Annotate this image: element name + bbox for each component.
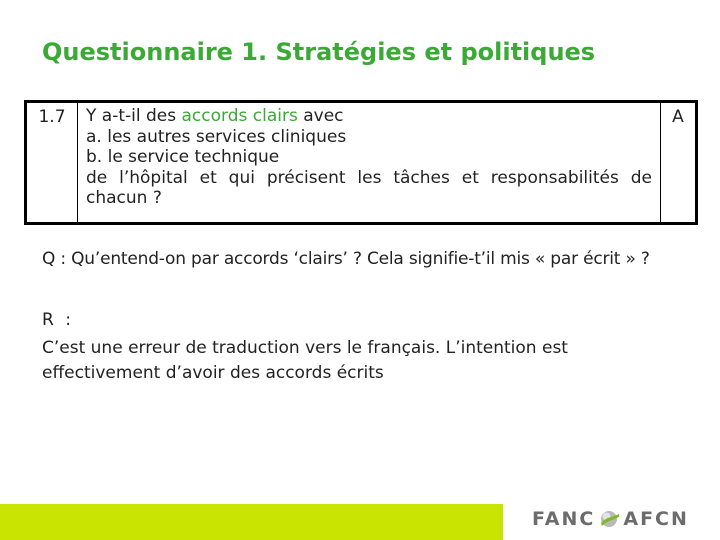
fanc-afcn-logo: [532, 506, 689, 532]
question-text: [78, 102, 661, 224]
answer-cell: A: [661, 102, 697, 224]
logo-mark-icon: [598, 508, 620, 530]
logo-text-right: AFCN: [623, 508, 689, 530]
question-intro-before: Y a-t-il des: [86, 106, 182, 126]
question-number: 1.7: [26, 102, 78, 224]
r-text: [42, 336, 568, 386]
r-label: R :: [42, 310, 74, 330]
question-intro: [86, 106, 652, 127]
question-item-a: a. les autres services cliniques: [86, 126, 347, 147]
question-line-4: de l’hôpital et qui précisent les tâches et responsabilités de: [86, 167, 652, 188]
question-item-b: b. le service technique: [86, 147, 280, 167]
q-text: Q : Qu’entend-on par accords ‘clairs’ ? Cela signifie-t’il mis « par écrit » ?: [42, 249, 650, 269]
question-table: [24, 100, 698, 225]
footer-accent-bar: [0, 504, 503, 540]
highlighted-term: accords clairs: [181, 106, 298, 126]
question-intro-after: avec: [297, 106, 344, 126]
question-line-5: chacun ?: [86, 188, 162, 208]
table-row: [26, 102, 697, 224]
logo-text-left: FANC: [532, 508, 596, 530]
r-line-1: C’est une erreur de traduction vers le français. L’intention est: [42, 338, 568, 358]
page-title: Questionnaire 1. Stratégies et politiques: [42, 38, 596, 66]
r-line-2: effectivement d’avoir des accords écrits: [42, 363, 384, 383]
